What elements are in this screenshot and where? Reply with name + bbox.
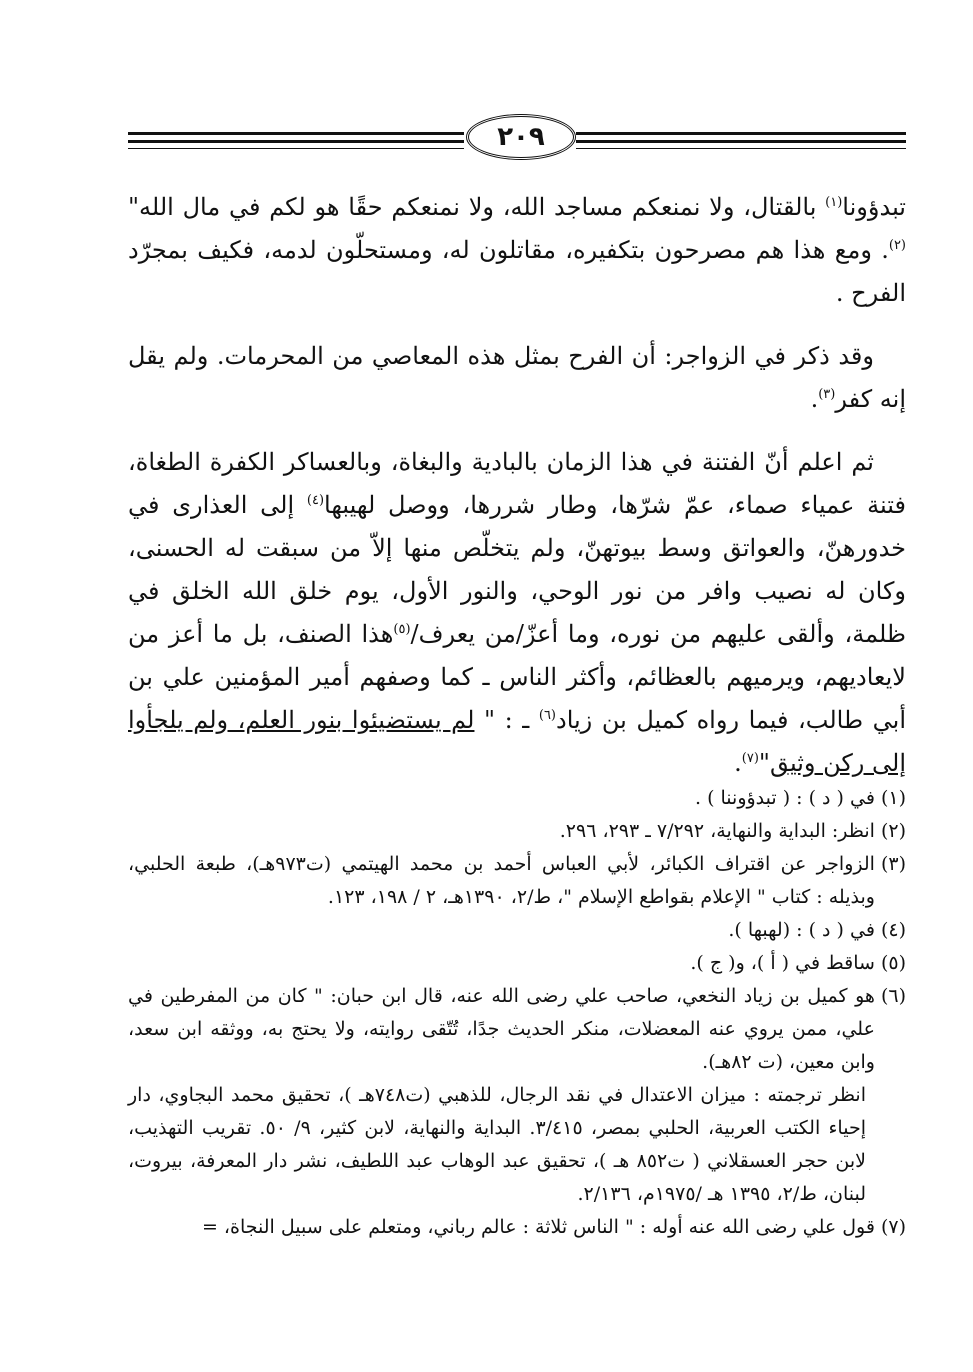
paragraph-3-text: ـ : " — [474, 706, 539, 734]
footnote-ref-2: (٢) — [888, 238, 906, 253]
footnote-number: (١) — [880, 787, 906, 809]
paragraph-1-text: . ومع هذا هم مصرحون بتكفيره، مقاتلون له، ومستحلّون لدمه، فكيف بمجرّد الفرح . — [128, 236, 906, 307]
footnote-2 — [128, 815, 906, 848]
paragraph-1 — [128, 186, 906, 315]
footnote-text: انظر ترجمته : ميزان الاعتدال في نقد الرجال، للذهبي (ت٧٤٨هـ )، تحقيق محمد البجاوي، دار إحياء الكتب العربية، الحلبي بمصر، ٣/٤١٥. البداية والنهاية، لابن كثير، ٩/ ٥٠. تقريب التهذيب، لابن حجر العسقلاني ( ت٨٥٢ هـ )، تحقيق عبد الوهاب عبد اللطيف، نشر دار المعرفة، بيروت، لبنان، ط/٢، ١٣٩٥ هـ /١٩٧٥م، ٢/١٣٦. — [128, 1084, 867, 1205]
footnote-ref-7: (٧) — [741, 751, 759, 766]
footnote-text: ساقط في ( أ )، و( ج ). — [690, 952, 875, 974]
footnote-number: (٧) — [880, 1216, 906, 1238]
paragraph-2-text: . — [810, 385, 819, 413]
footnote-5 — [128, 947, 906, 980]
header-rule-left-thin — [128, 148, 464, 149]
paragraph-1-text: تبدؤونا — [842, 193, 906, 221]
footnote-text: الزواجر عن اقتراف الكبائر، لأبي العباس أحمد بن محمد الهيتمي (ت٩٧٣هـ)، طبعة الحلبي، وبذيله : كتاب " الإعلام بقواطع الإسلام "، ط/٢، ١٣٩٠هـ، ٢ / ١٩٨، ١٢٣. — [128, 853, 875, 908]
paragraph-3-text: . — [734, 749, 742, 777]
paragraph-2-text: وقد ذكر في الزواجر: أن الفرح بمثل هذه المعاصي من المحرمات. ولم يقل إنه كفر — [128, 342, 906, 413]
paragraph-3 — [128, 441, 906, 785]
footnote-text: قول علي رضى الله عنه أوله : " الناس ثلاثة : عالم رباني، ومتعلم على سبيل النجاة، = — [201, 1216, 875, 1238]
paragraph-2 — [128, 335, 906, 421]
header-rule-left-thick — [128, 132, 464, 135]
footnote-text: في ( د ) : (لهبها ). — [728, 919, 875, 941]
footnote-6 — [128, 980, 906, 1079]
page-header — [128, 112, 908, 162]
footnote-6-continued — [128, 1079, 906, 1211]
footnote-4 — [128, 914, 906, 947]
footnote-number: (٦) — [880, 985, 906, 1007]
footnote-ref-5: (٥) — [393, 622, 411, 637]
footnote-ref-6: (٦) — [538, 708, 556, 723]
page-number: ٢٠٩ — [466, 114, 576, 160]
paragraph-3-text: " — [758, 749, 770, 777]
paragraph-3-text: ثم اعلم أنّ الفتنة في هذا الزمان بالبادية والبغاة، وبالعساكر الكفرة الطغاة، فتنة عمياء صماء، عمّ شرّها، وطار شررها، ووصل لهيبها — [128, 448, 906, 519]
header-rule-right — [576, 140, 906, 143]
header-rule-left — [128, 140, 464, 143]
footnote-3 — [128, 848, 906, 914]
footnote-number: (٥) — [880, 952, 906, 974]
footnote-7 — [128, 1211, 906, 1244]
footnote-ref-4: (٤) — [306, 493, 325, 508]
footnote-ref-3: (٣) — [818, 387, 836, 402]
footnote-number: (٤) — [880, 919, 906, 941]
quote-underlined: لم يستضيئوا بنور العلم، ولم يلجأوا إلى ركن وثيق — [128, 706, 906, 777]
paragraph-3-text: إلى العذارى في خدورهنّ، والعواتق وسط بيوتهنّ، ولم يتخلّص منها إلاّ من سبقت له الحسنى، وكان له نصيب وافر من نور الوحي، والنور الأول، يوم خلق الله الخلق في ظلمة، وألقى عليهم من نوره، وما أعزّ/من يعرف/ — [128, 491, 906, 648]
footnote-number: (٢) — [880, 820, 906, 842]
main-text — [128, 186, 906, 785]
header-rule-right-thin — [576, 148, 906, 149]
footnotes — [128, 782, 906, 1244]
footnote-text: في ( د ) : ( تبدؤوننا ) . — [694, 787, 875, 809]
header-rule-right-thick — [576, 132, 906, 135]
paragraph-1-text: بالقتال، ولا نمنعكم مساجد الله، ولا نمنعكم حقًا هو لكم في مال الله" — [128, 193, 826, 221]
footnote-number: (٣) — [880, 853, 906, 875]
footnote-1 — [128, 782, 906, 815]
footnote-text: هو كميل بن زياد النخعي، صاحب علي رضى الله عنه، قال ابن حبان: " كان من المفرطين في علي، ممن يروي عنه المعضلات، منكر الحديث جدًا، تُتّقى روايته، ولا يحتج به، ووثقه ابن سعد، وابن معين، (ت ٨٢هـ). — [128, 985, 875, 1073]
footnote-ref-1: (١) — [825, 195, 843, 210]
footnote-text: انظر: البداية والنهاية، ٧/٢٩٢ ـ ٢٩٣، ٢٩٦. — [559, 820, 875, 842]
paragraph-3-text: هذا الصنف، بل ما أعز من لايعاديهم، ويرميهم بالعظائم، وأكثر الناس ـ كما وصفهم أمير المؤمنين علي بن أبي طالب، فيما رواه كميل بن زياد — [128, 620, 906, 734]
